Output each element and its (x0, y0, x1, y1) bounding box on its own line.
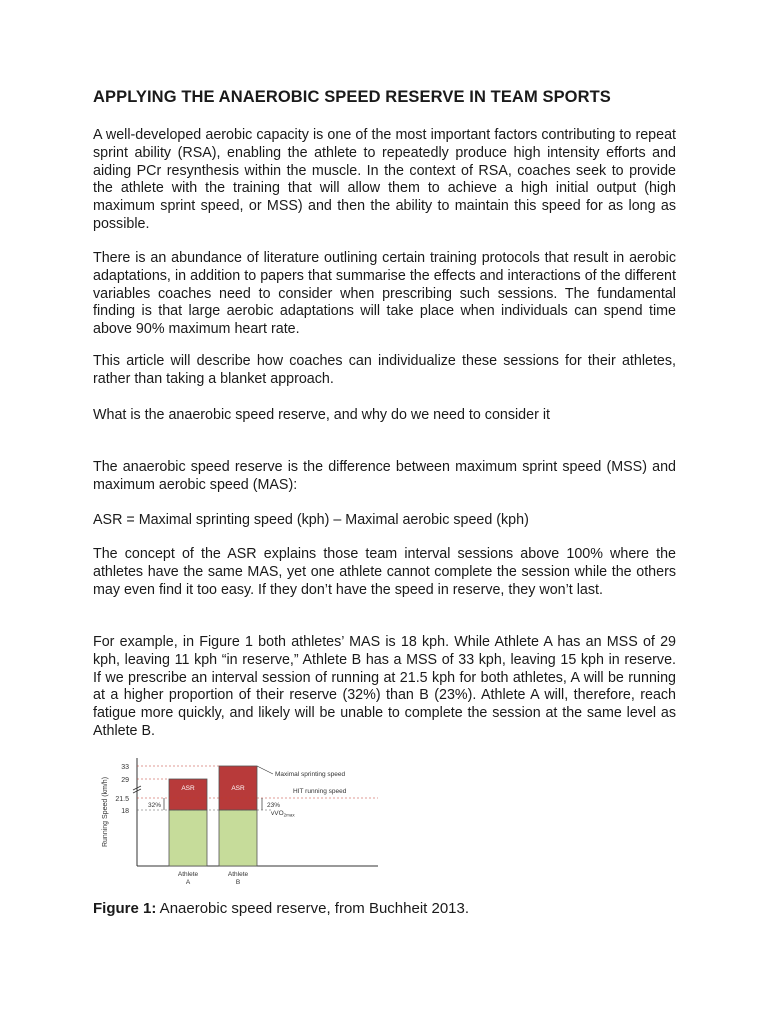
paragraph-concept: The concept of the ASR explains those team interval sessions above 100% where the athletes have the same MAS, yet one athlete cannot complete the session while the others may even find it too easy. If they don’t have the speed in reserve, they won’t last. (93, 546, 676, 598)
athlete-b-aerobic-bar (219, 810, 257, 866)
y-tick-label: 33 (121, 764, 129, 771)
y-tick-label: 21.5 (115, 796, 129, 803)
paragraph-intro: A well-developed aerobic capacity is one of the most important factors contributing to repeat sprint ability (RSA), enabling the athlete to repeatedly produce high intensity efforts and aiding PCr resynthesis within the muscle. In the context of RSA, coaches seek to provide the athlete with the training that will allow them to achieve a high initial output (high maximum sprint speed, or MSS) and then the ability to maintain this speed for as long as possible. (93, 127, 676, 232)
document-title: APPLYING THE ANAEROBIC SPEED RESERVE IN TEAM SPORTS (93, 88, 611, 106)
asr-chart-svg (93, 752, 383, 892)
section-question: What is the anaerobic speed reserve, and why do we need to consider it (93, 407, 550, 423)
y-tick-label: 29 (121, 777, 129, 784)
asr-formula: ASR = Maximal sprinting speed (kph) – Maximal aerobic speed (kph) (93, 512, 529, 528)
athlete-a-percent: 32% (147, 802, 161, 809)
athlete-b-label-line2: B (235, 879, 241, 886)
athlete-a-aerobic-bar (169, 810, 207, 866)
caption-text: Anaerobic speed reserve, from Buchheit 2013. (156, 900, 470, 917)
athlete-a-asr-label: ASR (181, 785, 195, 792)
figure-asr-chart (93, 752, 383, 892)
paragraph-example: For example, in Figure 1 both athletes’ MAS is 18 kph. While Athlete A has an MSS of 29 kph, leaving 11 kph “in reserve,” Athlete B has a MSS of 33 kph, leaving 15 kph in reserve. If we prescribe an interval session of running at 21.5 kph for both athletes, A will be running at a higher proportion of their reserve (32%) than B (23%). Athlete A will, therefore, reach fatigue more quickly, and likely will be unable to complete the session at the same level as Athlete B. (93, 634, 676, 739)
figure-caption (93, 900, 469, 917)
hit-annotation: HIT running speed (293, 788, 347, 795)
athlete-a-label-line1: Athlete (177, 871, 199, 878)
athlete-a-asr-bar (169, 779, 207, 810)
athlete-a-label-line2: A (185, 879, 191, 886)
athlete-b-asr-label: ASR (231, 785, 245, 792)
paragraph-literature: There is an abundance of literature outlining certain training protocols that result in aerobic adaptations, in addition to papers that summarise the effects and interactions of the different variables coaches need to consider when prescribing such sessions. The fundamental finding is that large aerobic adaptations will take place when individuals can spend time above 90% maximum heart rate. (93, 250, 676, 338)
paragraph-article: This article will describe how coaches can individualize these sessions for their athletes, rather than taking a blanket approach. (93, 353, 676, 387)
mss-annotation: Maximal sprinting speed (275, 771, 346, 778)
vvo2max-annotation: vVO$_{2max}$ (271, 810, 295, 818)
athlete-b-percent: 23% (267, 802, 281, 809)
caption-label: Figure 1: (93, 900, 157, 917)
paragraph-definition: The anaerobic speed reserve is the difference between maximum sprint speed (MSS) and maximum aerobic speed (MAS): (93, 459, 676, 493)
y-axis-label: Running Speed (km/h) (102, 776, 109, 848)
y-tick-label: 18 (121, 808, 129, 815)
mss-annotation-pointer (257, 766, 273, 774)
athlete-b-label-line1: Athlete (227, 871, 249, 878)
